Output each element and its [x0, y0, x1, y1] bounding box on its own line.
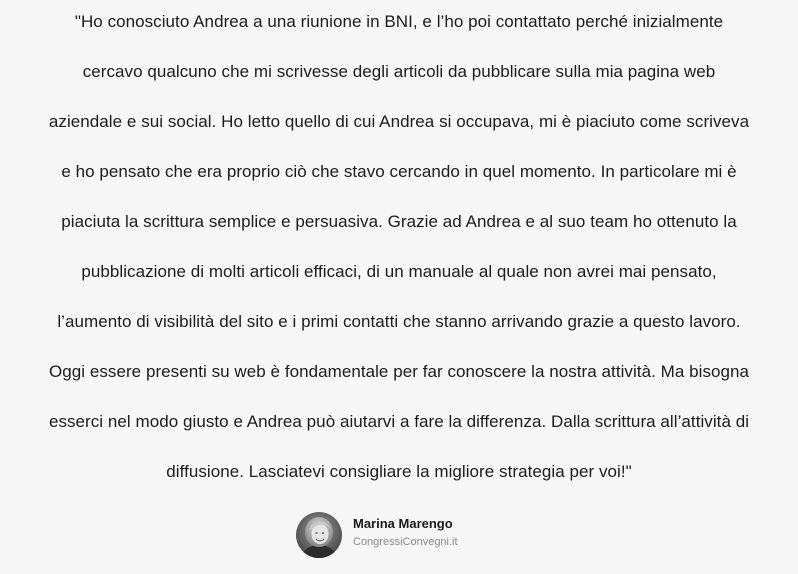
quote-line: piaciuta la scrittura semplice e persuasiva. Grazie ad Andrea e al suo team ho ottenuto la	[61, 212, 737, 231]
author-name: Marina Marengo	[353, 516, 453, 531]
quote-line: "Ho conosciuto Andrea a una riunione in BNI, e l’ho poi contattato perché inizialmente	[74, 12, 724, 31]
quote-line: cercavo qualcuno che mi scrivesse degli articoli da pubblicare sulla mia pagina web	[82, 62, 716, 81]
quote-line: esserci nel modo giusto e Andrea può aiutarvi a fare la differenza. Dalla scrittura all’attività di	[48, 412, 750, 431]
quote-line: l’aumento di visibilità del sito e i primi contatti che stanno arrivando grazie a questo lavoro.	[57, 312, 741, 331]
quote-line: diffusione. Lasciatevi consigliare la migliore strategia per voi!"	[166, 462, 632, 481]
quote-line: e ho pensato che era proprio ciò che stavo cercando in quel momento. In particolare mi è	[61, 162, 737, 181]
quote-line: aziendale e sui social. Ho letto quello di cui Andrea si occupava, mi è piaciuto come scriveva	[48, 112, 750, 131]
author-company: CongressiConvegni.it	[353, 536, 458, 548]
quote-line: Oggi essere presenti su web è fondamentale per far conoscere la nostra attività. Ma bisogna	[48, 362, 750, 381]
testimonial-author	[296, 512, 458, 558]
avatar	[296, 512, 342, 558]
author-details	[353, 516, 458, 550]
person-photo-icon	[296, 512, 342, 558]
quote-line: pubblicazione di molti articoli efficaci, di un manuale al quale non avrei mai pensato,	[81, 262, 717, 281]
